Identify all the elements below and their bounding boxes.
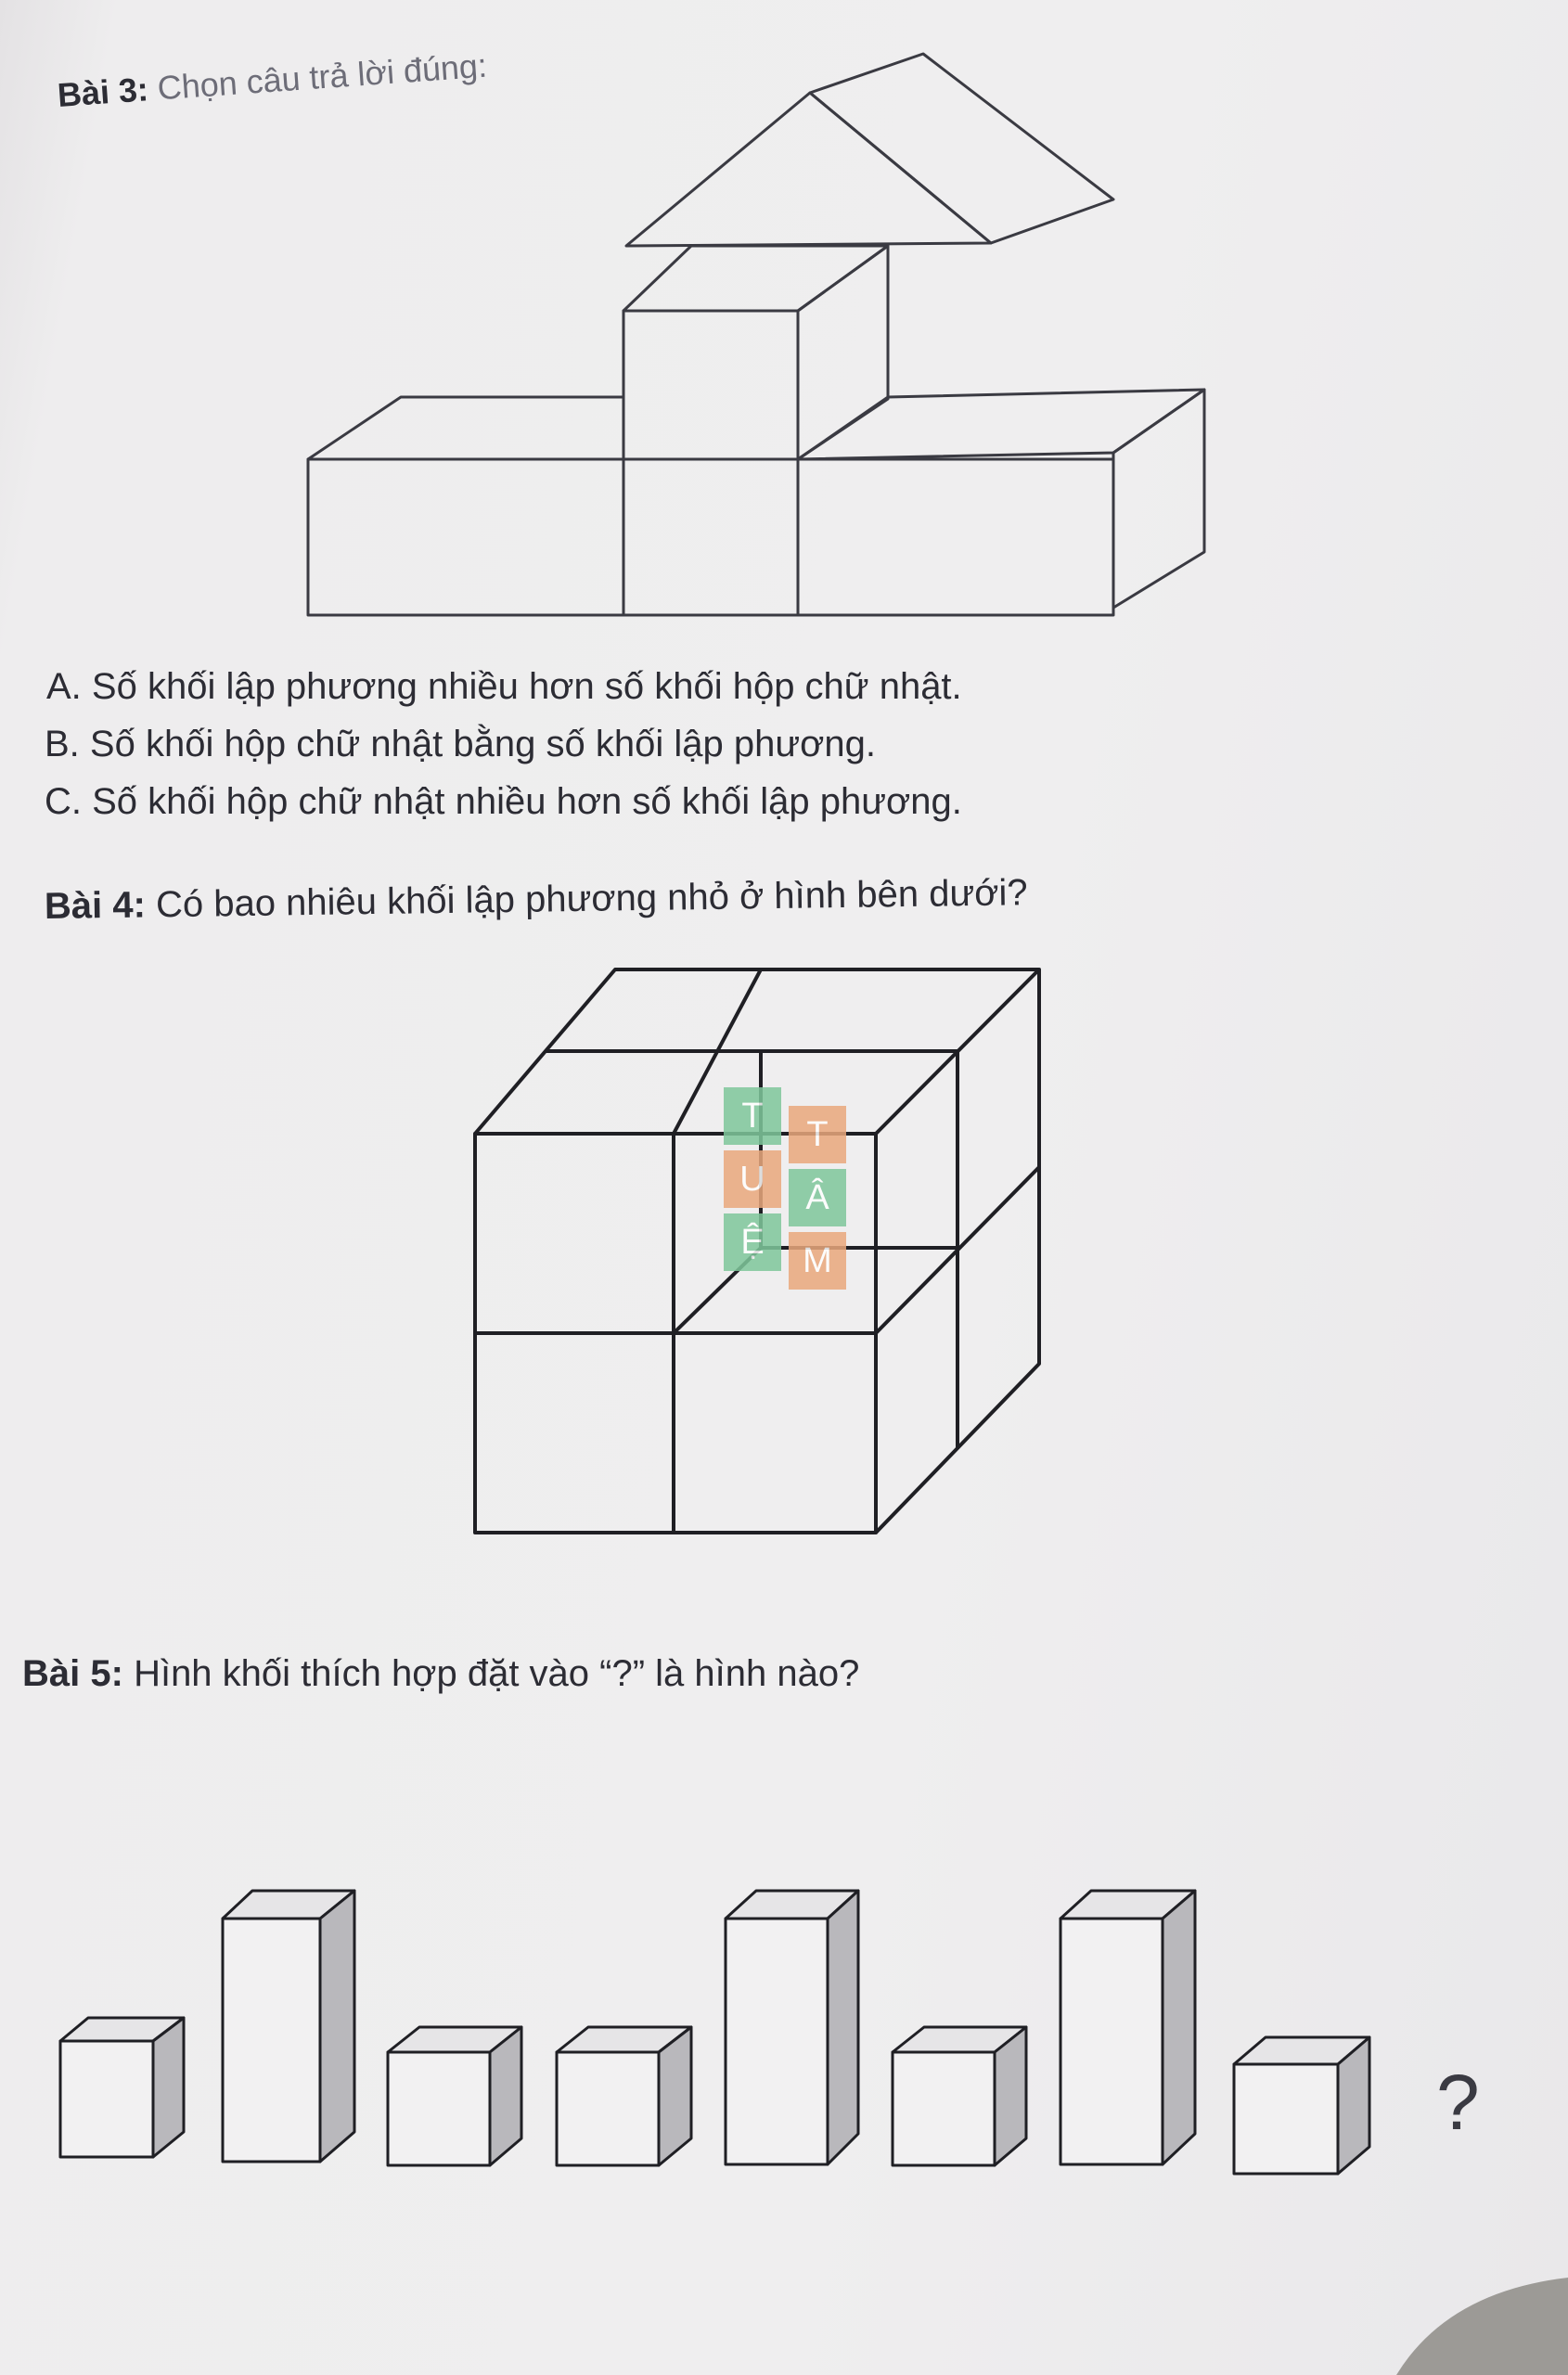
sequence-cube <box>893 2027 1026 2165</box>
sequence-tall-box <box>726 1891 858 2164</box>
sequence-tall-box <box>223 1891 354 2162</box>
exercise3-option-a: A. Số khối lập phương nhiều hơn số khối hộp chữ nhật. <box>46 666 962 707</box>
question-mark: ? <box>1436 2059 1480 2146</box>
watermark-tile: M <box>789 1232 846 1290</box>
sequence-cube <box>1234 2037 1369 2174</box>
sequence-cube <box>388 2027 521 2165</box>
exercise3-prompt: Chọn câu trả lời đúng: <box>156 45 489 108</box>
sequence-tall-box <box>1060 1891 1195 2164</box>
exercise3-option-b: B. Số khối hộp chữ nhật bằng số khối lập phương. <box>45 724 876 764</box>
exercise4-label: Bài 4: <box>44 884 147 927</box>
watermark-tile: Ệ <box>724 1213 781 1271</box>
exercise5-prompt: Hình khối thích hợp đặt vào “?” là hình nào? <box>134 1653 860 1694</box>
exercise3-option-c: C. Số khối hộp chữ nhật nhiều hơn số khối lập phương. <box>45 781 962 822</box>
exercise5-label: Bài 5: <box>22 1653 123 1694</box>
watermark-tile: T <box>789 1106 846 1163</box>
watermark-tile: Â <box>789 1169 846 1226</box>
page-edge-shadow <box>1396 2278 1568 2375</box>
watermark-tile: U <box>724 1150 781 1208</box>
sequence-cube <box>557 2027 691 2165</box>
watermark-tile: T <box>724 1087 781 1145</box>
exercise4-prompt: Có bao nhiêu khối lập phương nhỏ ở hình bên dưới? <box>155 872 1028 926</box>
exercise3-label: Bài 3: <box>56 70 150 114</box>
sequence-cube <box>60 2018 184 2157</box>
